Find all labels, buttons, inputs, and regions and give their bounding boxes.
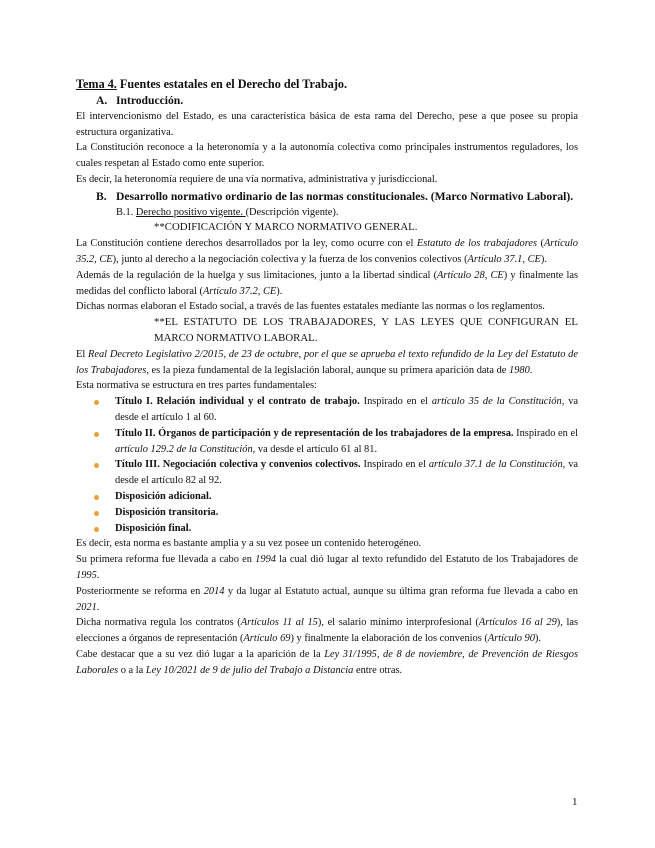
bullet-dot-icon xyxy=(94,495,99,500)
paragraph-13 xyxy=(76,647,578,679)
italic-ref: Artículo 35.2, CE xyxy=(76,238,578,265)
text-span: y da lugar al Estatuto actual, aunque su última gran reforma fue llevada a cabo en xyxy=(224,585,578,597)
text-span: ), el salario mínimo interprofesional ( xyxy=(317,617,479,629)
italic-ref: artículo 35 de la Constitución, xyxy=(431,396,565,408)
list-item xyxy=(76,457,578,489)
list-item-bold: Disposición adicional. xyxy=(115,490,212,502)
bullet-dot-icon xyxy=(94,511,99,516)
text-span: la cual dió lugar al texto refundido del Estatuto de los Trabajadores de xyxy=(275,554,578,566)
paragraph-3: Es decir, la heteronomía requiere de una vía normativa, administrativa y jurisdiccional. xyxy=(76,173,438,185)
text-span: ). xyxy=(276,285,283,297)
text-span: ), junto al derecho a la negociación colectiva y la fuerza de los convenios colectivos ( xyxy=(112,253,468,265)
italic-ref: Artículo 28, CE xyxy=(437,269,504,281)
title-text: Fuentes estatales en el Derecho del Trabajo. xyxy=(116,77,348,91)
text-span: Posteriormente se reforma en xyxy=(76,585,204,597)
paragraph-12 xyxy=(76,615,578,647)
text-span: Además de la regulación de la huelga y sus limitaciones, junto a la libertad sindical ( xyxy=(76,269,438,281)
text-span: ) y finalmente la elaboración de los convenios ( xyxy=(290,633,488,645)
italic-ref: 2021 xyxy=(76,601,97,613)
text-span: entre otras. xyxy=(353,664,403,676)
list-item xyxy=(76,426,578,458)
list-item-bold: Título I. Relación individual y el contrato de trabajo. xyxy=(115,396,360,408)
text-span: Inspirado en el xyxy=(359,396,432,408)
text-span: Inspirado en el xyxy=(513,427,578,439)
structure-list xyxy=(76,394,578,536)
text-span: ( xyxy=(537,238,544,250)
text-span: es la pieza fundamental de la legislación laboral, aunque su primera aparición data de xyxy=(148,364,510,376)
list-item xyxy=(76,505,578,521)
italic-ref: 1980 xyxy=(509,364,530,376)
paragraph-7 xyxy=(76,347,578,379)
text-span: Cabe destacar que a su vez dió lugar a la aparición de la xyxy=(76,648,325,660)
italic-ref: Artículo 37.2, CE xyxy=(202,285,277,297)
text-span: . xyxy=(96,601,100,613)
italic-ref: artículo 129.2 de la Constitución, xyxy=(115,443,256,455)
text-span: ) y finalmente las medidas del conflicto laboral ( xyxy=(76,269,578,297)
text-span: ). xyxy=(540,253,547,265)
paragraph-10 xyxy=(76,552,578,584)
title-tema: Tema 4. xyxy=(76,77,117,91)
section-a-heading xyxy=(76,93,578,109)
section-b-heading xyxy=(76,189,578,205)
text-span: va desde el artículo 1 al 60. xyxy=(115,396,578,423)
paragraph-11 xyxy=(76,584,578,616)
bullet-dot-icon xyxy=(94,432,99,437)
text-span: . xyxy=(529,364,533,376)
bullet-dot-icon xyxy=(94,463,99,468)
text-span: va desde el artículo 82 al 92. xyxy=(115,459,579,487)
paragraph-6: Dichas normas elaboran el Estado social, a través de las fuentes estatales mediante las normas o los reglamentos. xyxy=(76,301,545,313)
page-title xyxy=(76,76,578,93)
italic-ref: Artículo 37.1, CE xyxy=(467,253,541,265)
italic-ref: Ley 10/2021 de 9 de julio del Trabajo a Distancia xyxy=(145,664,354,676)
subsection-b1-number: B.1. xyxy=(116,206,136,218)
text-span: o a la xyxy=(118,664,146,676)
italic-ref: Estatuto de los trabajadores xyxy=(416,238,538,250)
list-item xyxy=(76,394,578,426)
italic-ref: Artículo 90 xyxy=(487,633,535,645)
bullet-dot-icon xyxy=(94,527,99,532)
list-item-bold: Título II. Órganos de participación y de representación de los trabajadores de la empresa. xyxy=(115,427,514,439)
section-b-letter: B. xyxy=(96,189,107,203)
italic-ref: 2014 xyxy=(203,585,225,597)
text-span: . xyxy=(96,569,100,581)
section-b-title: Desarrollo normativo ordinario de las normas constitucionales. (Marco Normativo Laboral). xyxy=(116,189,574,203)
subsection-b1-title: Derecho positivo vigente. xyxy=(135,206,246,218)
caps-heading-1: **CODIFICACIÓN Y MARCO NORMATIVO GENERAL. xyxy=(154,221,418,234)
text-span: Inspirado en el xyxy=(360,459,429,471)
list-item-bold: Disposición transitoria. xyxy=(115,506,219,518)
list-item xyxy=(76,521,578,537)
subsection-b1 xyxy=(76,205,578,221)
text-span: Su primera reforma fue llevada a cabo en xyxy=(76,554,256,566)
italic-ref: Artículo 69 xyxy=(243,633,291,645)
bullet-dot-icon xyxy=(94,400,99,405)
italic-ref: artículo 37.1 de la Constitución, xyxy=(428,459,566,471)
list-item-bold: Título III. Negociación colectiva y convenios colectivos. xyxy=(115,459,361,471)
text-span: La Constitución contiene derechos desarrollados por la ley, como ocurre con el xyxy=(76,238,417,250)
italic-ref: 1995 xyxy=(76,569,97,581)
paragraph-8: Esta normativa se estructura en tres partes fundamentales: xyxy=(76,380,317,392)
italic-ref: Ley 31/1995, de 8 de noviembre, de Prevención de Riesgos Laborales xyxy=(76,648,579,676)
paragraph-2: La Constitución reconoce a la heteronomía y a la autonomía colectiva como principales instrumentos reguladores, los cuales respetan al Estado como ente superior. xyxy=(76,142,578,170)
page-number: 1 xyxy=(572,796,578,808)
text-span: ). xyxy=(534,633,541,645)
paragraph-1: El intervencionismo del Estado, es una característica básica de esta rama del Derecho, pese a que posee su propia estructura organizativa. xyxy=(76,110,578,138)
section-a-title: Introducción. xyxy=(116,94,184,107)
caps-heading-2: **EL ESTATUTO DE LOS TRABAJADORES, Y LAS LEYES QUE CONFIGURAN EL MARCO NORMATIVO LABORAL. xyxy=(154,316,578,344)
italic-ref: Real Decreto Legislativo 2/2015, de 23 de octubre, por el que se aprueba el texto refundido de la Ley del Estatuto de los Trabajadores, xyxy=(76,348,578,376)
text-span: Dicha normativa regula los contratos ( xyxy=(76,617,241,629)
text-span: ), las elecciones a órganos de representación ( xyxy=(76,617,579,645)
text-span: El xyxy=(76,348,89,360)
italic-ref: 1994 xyxy=(255,554,276,566)
page-content xyxy=(76,76,578,678)
paragraph-4 xyxy=(76,236,578,268)
paragraph-5 xyxy=(76,268,578,300)
list-item-bold: Disposición final. xyxy=(115,522,192,534)
list-item xyxy=(76,489,578,505)
paragraph-9: Es decir, esta norma es bastante amplia y a su vez posee un contenido heterogéneo. xyxy=(76,538,422,550)
italic-ref: Artículos 16 al 29 xyxy=(478,617,557,629)
text-span: va desde el artículo 61 al 81. xyxy=(255,443,378,455)
section-a-letter: A. xyxy=(96,94,108,107)
italic-ref: Artículos 11 al 15 xyxy=(240,617,318,629)
subsection-b1-desc: (Descripción vigente). xyxy=(245,206,339,218)
